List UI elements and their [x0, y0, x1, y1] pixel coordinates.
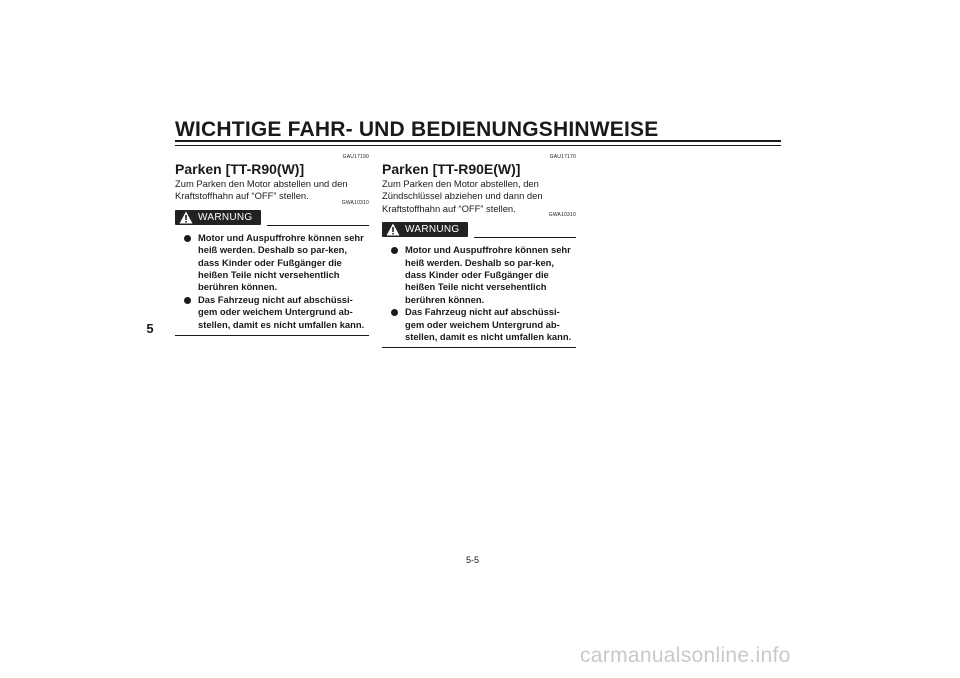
list-item	[382, 244, 576, 306]
list-item-text: Motor und Auspuffrohre können sehr heiß werden. Deshalb so par-ken, dass Kinder oder Fußgänger die heißen Teile nicht versehentlich berühren können.	[198, 231, 364, 293]
section-code: GAU17190	[342, 154, 369, 160]
warning-badge	[382, 222, 468, 237]
watermark: carmanualsonline.info	[580, 644, 791, 667]
warning-badge	[175, 210, 261, 225]
bullet-icon	[184, 235, 191, 242]
list-item	[382, 306, 576, 343]
bullet-icon	[391, 247, 398, 254]
header-rule	[175, 140, 781, 146]
list-item-text: Motor und Auspuffrohre können sehr heiß werden. Deshalb so par-ken, dass Kinder oder Fußgänger die heißen Teile nicht versehentlich berühren können.	[405, 244, 571, 305]
page-header-title: WICHTIGE FAHR- UND BEDIENUNGSHINWEISE	[175, 118, 659, 141]
section-left	[175, 154, 369, 336]
warning-header	[382, 212, 576, 238]
page-number: 5-5	[466, 555, 480, 565]
warning-end-rule	[382, 347, 576, 348]
warning-triangle-icon	[382, 222, 404, 237]
section-title: Parken [TT-R90E(W)]	[382, 161, 521, 177]
warning-end-rule	[175, 335, 369, 336]
warning-code: GWA10310	[341, 199, 369, 206]
warning-list	[382, 244, 576, 343]
chapter-tab: 5	[146, 321, 154, 336]
list-item-text: Das Fahrzeug nicht auf abschüssi-gem oder weichem Untergrund ab-stellen, damit es nicht umfallen kann.	[198, 293, 365, 330]
list-item-text: Das Fahrzeug nicht auf abschüssi-gem oder weichem Untergrund ab-stellen, damit es nicht umfallen kann.	[405, 306, 572, 343]
warning-label: WARNUNG	[198, 211, 253, 223]
warning-header	[175, 199, 369, 226]
section-code: GAU17170	[549, 154, 576, 160]
list-item	[175, 232, 369, 294]
warning-rule	[267, 225, 369, 226]
warning-code: GWA10310	[548, 212, 576, 219]
warning-list	[175, 232, 369, 331]
section-title: Parken [TT-R90(W)]	[175, 161, 305, 177]
section-right	[382, 154, 576, 348]
warning-rule	[474, 237, 576, 238]
list-item	[175, 294, 369, 331]
bullet-icon	[391, 309, 398, 316]
warning-triangle-icon	[175, 210, 197, 225]
bullet-icon	[184, 297, 191, 304]
section-intro: Zum Parken den Motor abstellen, den Zündschlüssel abziehen und dann den Kraftstoffhahn auf “OFF” stellen.	[382, 178, 543, 214]
warning-label: WARNUNG	[405, 224, 460, 236]
section-intro: Zum Parken den Motor abstellen und den Kraftstoffhahn auf “OFF” stellen.	[175, 178, 348, 202]
